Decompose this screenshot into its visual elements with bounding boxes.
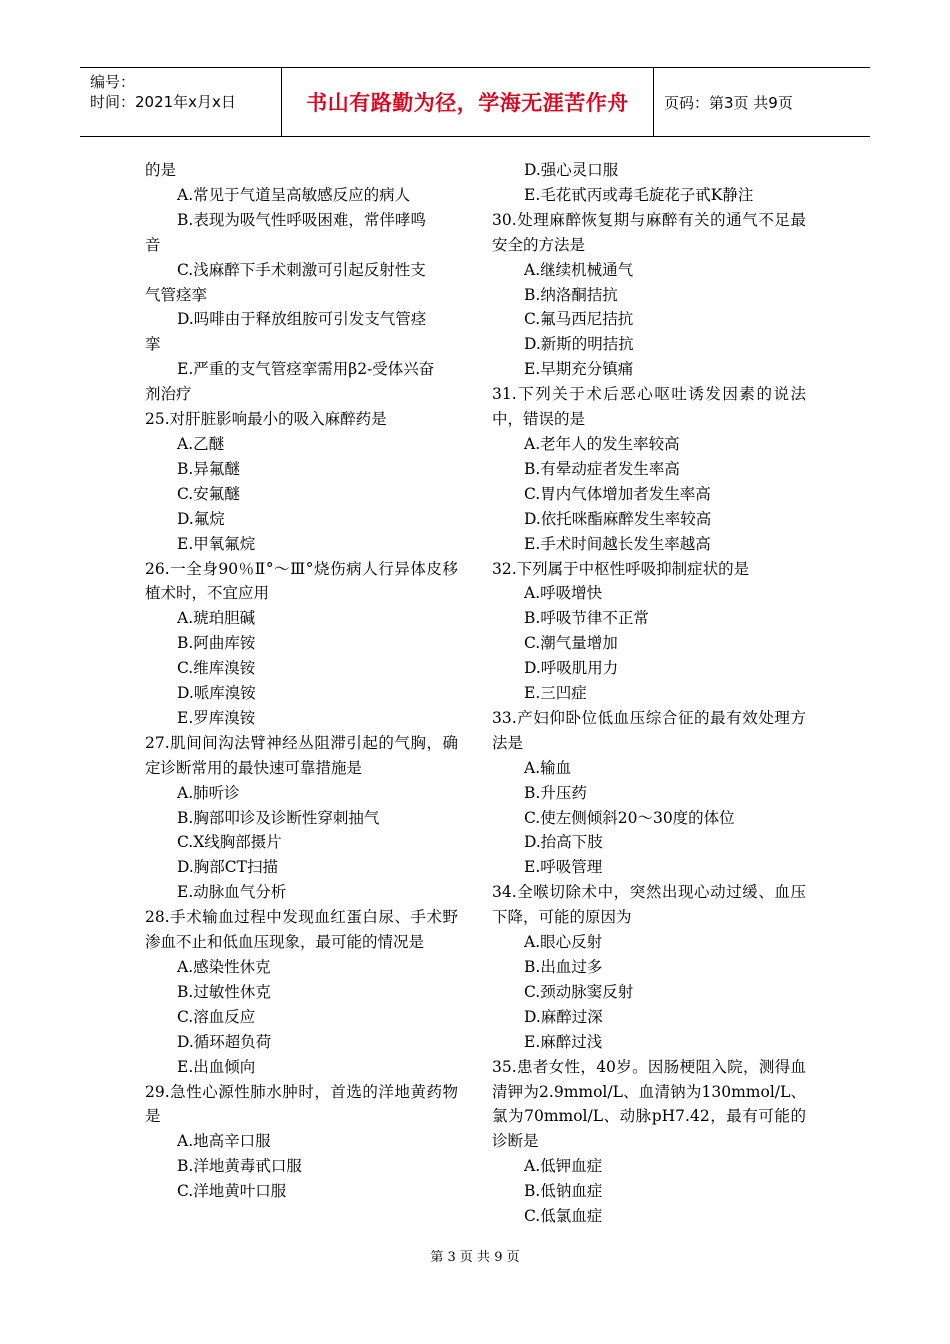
answer-option: A.输血 [524, 758, 572, 777]
question-text: 28.手术输血过程中发现血红蛋白尿、手术野渗血不止和低血压现象，最可能的情况是 [145, 908, 458, 952]
answer-option: B.出血过多 [524, 958, 603, 976]
answer-option: A.低钾血症 [524, 1157, 603, 1176]
answer-option: C.颈动脉窦反射 [524, 982, 634, 1001]
answer-option: D.哌库溴铵 [177, 684, 256, 703]
answer-option: E.严重的支气管痉挛需用β2-受体兴奋 [177, 360, 435, 379]
question-text: 音 [145, 235, 161, 254]
answer-option: A.琥珀胆碱 [177, 609, 256, 628]
answer-option: E.甲氧氟烷 [177, 534, 256, 553]
answer-option: E.出血倾向 [177, 1057, 256, 1076]
left-column [145, 158, 458, 1204]
header-page-label: 页码：第3页 共9页 [664, 93, 793, 112]
answer-option: E.毛花甙丙或毒毛旋花子甙K静注 [524, 185, 754, 204]
answer-option: B.洋地黄毒甙口服 [177, 1157, 302, 1176]
answer-option: A.地高辛口服 [177, 1132, 271, 1151]
question-text: 的是 [145, 161, 177, 179]
question-text: 30.处理麻醉恢复期与麻醉有关的通气不足最安全的方法是 [492, 210, 806, 254]
question-text: 34.全喉切除术中，突然出现心动过缓、血压下降，可能的原因为 [492, 883, 806, 927]
answer-option: B.胸部叩诊及诊断性穿刺抽气 [177, 808, 380, 827]
answer-option: C.溶血反应 [177, 1007, 256, 1026]
answer-option: A.老年人的发生率较高 [524, 434, 680, 453]
header-code-label: 编号： [90, 73, 136, 91]
answer-option: A.眼心反射 [524, 933, 603, 952]
answer-option: D.依托咪酯麻醉发生率较高 [524, 509, 712, 528]
answer-option: D.胸部CT扫描 [177, 858, 279, 877]
answer-option: E.早期充分镇痛 [524, 360, 634, 379]
answer-option: C.低氯血症 [524, 1207, 603, 1226]
answer-option: D.强心灵口服 [524, 161, 619, 179]
answer-option: C.氟马西尼拮抗 [524, 310, 634, 329]
question-text: 气管痉挛 [145, 285, 208, 304]
answer-option: D.循环超负荷 [177, 1032, 272, 1051]
answer-option: E.呼吸管理 [524, 858, 603, 877]
header-motto: 书山有路勤为径，学海无涯苦作舟 [282, 68, 654, 136]
answer-option: A.感染性休克 [177, 958, 271, 976]
header-meta [80, 68, 282, 136]
answer-option: D.新斯的明拮抗 [524, 335, 634, 354]
answer-option: A.呼吸增快 [524, 584, 603, 603]
answer-option: C.使左侧倾斜20～30度的体位 [524, 808, 735, 827]
answer-option: A.常见于气道呈高敏感反应的病人 [177, 185, 411, 204]
answer-option: B.表现为吸气性呼吸困难，常伴哮鸣 [177, 210, 426, 229]
question-text: 35.患者女性，40岁。因肠梗阻入院，测得血清钾为2.9mmol/L、血清钠为130mmol/L、氯为70mmol/L、动脉pH7.42，最有可能的诊断是 [492, 1057, 806, 1151]
question-text: 29.急性心源性肺水肿时，首选的洋地黄药物是 [145, 1082, 458, 1126]
answer-option: D.抬高下肢 [524, 833, 603, 852]
question-text: 31.下列关于术后恶心呕吐诱发因素的说法中，错误的是 [492, 385, 806, 429]
answer-option: C.胃内气体增加者发生率高 [524, 484, 711, 503]
answer-option: C.安氟醚 [177, 484, 240, 503]
answer-option: D.氟烷 [177, 509, 225, 528]
answer-option: D.呼吸肌用力 [524, 659, 619, 678]
answer-option: C.维库溴铵 [177, 659, 256, 678]
question-text: 26.一全身90％Ⅱ°～Ⅲ°烧伤病人行异体皮移植术时，不宜应用 [145, 559, 458, 603]
answer-option: C.潮气量增加 [524, 634, 618, 653]
question-text: 25.对肝脏影响最小的吸入麻醉药是 [145, 410, 387, 429]
answer-option: C.浅麻醉下手术刺激可引起反射性支 [177, 260, 426, 279]
answer-option: B.阿曲库铵 [177, 634, 256, 653]
answer-option: E.罗库溴铵 [177, 708, 256, 727]
question-text: 32.下列属于中枢性呼吸抑制症状的是 [492, 559, 750, 578]
answer-option: B.过敏性休克 [177, 982, 271, 1001]
header-time-label: 时间：2021年x月x日 [90, 93, 236, 111]
page-footer: 第 3 页 共 9 页 [430, 1250, 520, 1265]
answer-option: A.继续机械通气 [524, 260, 634, 279]
page-header [80, 67, 870, 137]
answer-option: B.呼吸节律不正常 [524, 609, 649, 628]
answer-option: B.有晕动症者发生率高 [524, 459, 680, 478]
question-text: 33.产妇仰卧位低血压综合征的最有效处理方法是 [492, 708, 806, 752]
answer-option: B.纳洛酮拮抗 [524, 285, 618, 304]
answer-option: B.异氟醚 [177, 459, 240, 478]
answer-option: A.乙醚 [177, 434, 225, 453]
answer-option: D.麻醉过深 [524, 1007, 603, 1026]
question-text: 27.肌间间沟法臂神经丛阻滞引起的气胸，确定诊断常用的最快速可靠措施是 [145, 733, 458, 777]
answer-option: E.麻醉过浅 [524, 1032, 603, 1051]
answer-option: C.X线胸部摄片 [177, 833, 282, 852]
answer-option: E.三凹症 [524, 684, 587, 703]
answer-option: C.洋地黄叶口服 [177, 1182, 287, 1201]
answer-option: B.升压药 [524, 783, 587, 802]
answer-option: D.吗啡由于释放组胺可引发支气管痉 [177, 310, 427, 329]
answer-option: E.动脉血气分析 [177, 883, 287, 902]
answer-option: E.手术时间越长发生率越高 [524, 534, 711, 553]
answer-option: B.低钠血症 [524, 1182, 603, 1201]
right-column [492, 158, 806, 1229]
question-text: 挛 [145, 335, 161, 354]
question-text: 剂治疗 [145, 385, 192, 404]
answer-option: A.肺听诊 [177, 783, 240, 802]
